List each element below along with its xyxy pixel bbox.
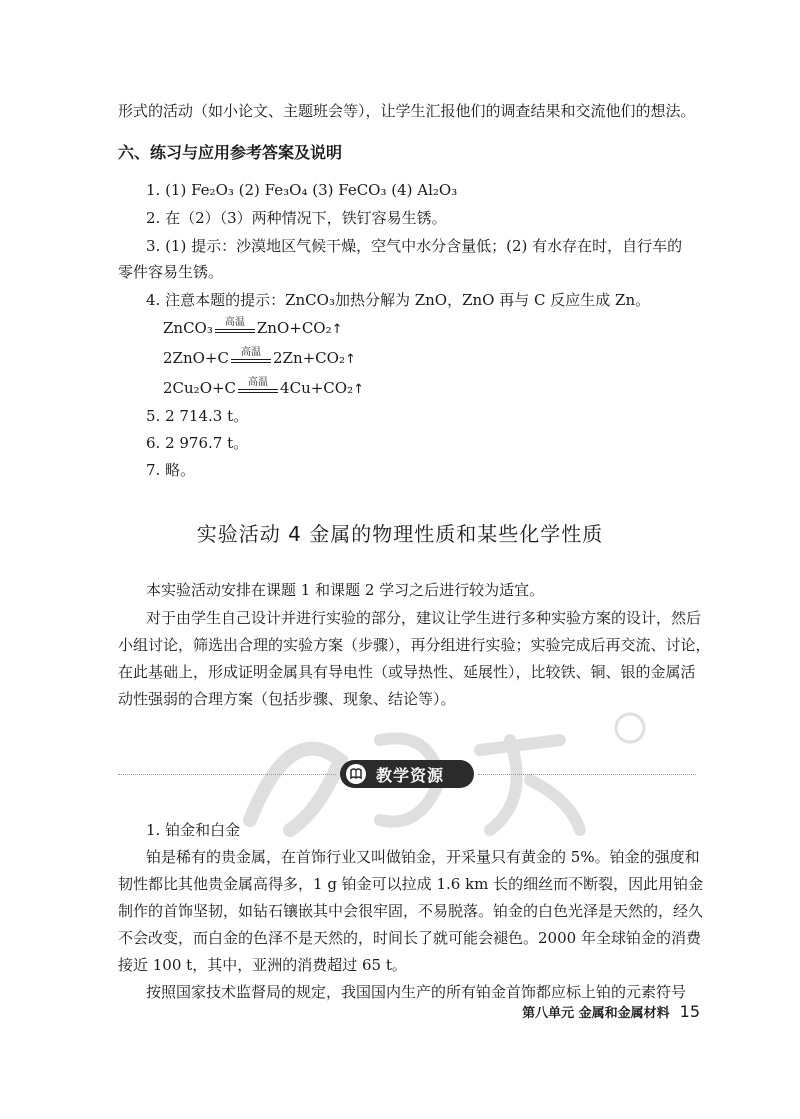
- unit-title: 第八单元 金属和金属材料: [522, 1006, 670, 1021]
- answer-1: 1. (1) Fe₂O₃ (2) Fe₃O₄ (3) FeCO₃ (4) Al₂O₃: [146, 181, 458, 199]
- divider-left: [118, 774, 336, 775]
- answer-4: 4. 注意本题的提示：ZnCO₃加热分解为 ZnO，ZnO 再与 C 反应生成 Zn。: [146, 291, 651, 309]
- book-icon: [346, 764, 366, 784]
- gas-arrow-icon: ↑: [331, 322, 343, 337]
- activity-title: 实验活动 4 金属的物理性质和某些化学性质: [196, 522, 604, 546]
- answer-2: 2. 在（2）（3）两种情况下，铁钉容易生锈。: [146, 209, 447, 227]
- section6-heading: 六、练习与应用参考答案及说明: [118, 143, 343, 162]
- gas-arrow-icon: ↑: [344, 352, 356, 367]
- activity-paragraph-2-line2: 小组讨论，筛选出合理的实验方案（步骤），再分组进行实验；实验完成后再交流、讨论，: [118, 636, 711, 654]
- resource-paragraph-1-line4: 不会改变，而白金的色泽不是天然的，时间长了就可能会褪色。2000 年全球铂金的消费: [118, 929, 701, 947]
- answer-7: 7. 略。: [146, 461, 196, 479]
- activity-paragraph-2-line3: 在此基础上，形成证明金属具有导电性（或导热性、延展性），比较铁、铜、银的金属活: [118, 663, 696, 681]
- page-number: 15: [679, 1002, 700, 1021]
- resource-paragraph-2-line1: 按照国家技术监督局的规定，我国国内生产的所有铂金首饰都应标上铂的元素符号: [146, 983, 687, 1001]
- page-footer: [522, 1002, 700, 1021]
- resource-paragraph-1-line5: 接近 100 t，其中，亚洲的消费超过 65 t。: [118, 956, 407, 974]
- divider-right: [478, 774, 696, 775]
- equation-1: [163, 318, 343, 340]
- teaching-resources-badge: [340, 760, 474, 788]
- resource-paragraph-1-line2: 韧性都比其他贵金属高得多，1 g 铂金可以拉成 1.6 km 长的细丝而不断裂，因此用铂金: [118, 875, 704, 893]
- badge-label: 教学资源: [376, 765, 445, 785]
- equation-3: [163, 378, 364, 400]
- equation-2: [163, 348, 356, 370]
- continuation-line: 形式的活动（如小论文、主题班会等），让学生汇报他们的调查结果和交流他们的想法。: [118, 102, 696, 120]
- resource-item-title: 1. 铂金和白金: [146, 821, 241, 839]
- answer-6: 6. 2 976.7 t。: [146, 434, 249, 452]
- reaction-condition: 高温: [213, 319, 257, 339]
- reaction-condition: 高温: [229, 349, 273, 369]
- reaction-condition: 高温: [236, 379, 280, 399]
- equation-2-left: 2ZnO+C: [163, 349, 229, 367]
- activity-paragraph-1: 本实验活动安排在课题 1 和课题 2 学习之后进行较为适宜。: [146, 581, 545, 599]
- activity-paragraph-2-line4: 动性强弱的合理方案（包括步骤、现象、结论等）。: [118, 690, 456, 708]
- equation-1-right: ZnO+CO₂: [256, 319, 332, 337]
- equation-1-left: ZnCO₃: [163, 319, 213, 337]
- answer-5: 5. 2 714.3 t。: [146, 407, 249, 425]
- activity-paragraph-2-line1: 对于由学生自己设计并进行实验的部分，建议让学生进行多种实验方案的设计，然后: [146, 609, 702, 627]
- equation-2-right: 2Zn+CO₂: [272, 349, 345, 367]
- answer-3-line2: 零件容易生锈。: [118, 263, 224, 281]
- equation-3-left: 2Cu₂O+C: [163, 379, 237, 397]
- gas-arrow-icon: ↑: [353, 382, 364, 397]
- resource-paragraph-1-line3: 制作的首饰坚韧，如钻石镶嵌其中会很牢固，不易脱落。铂金的白色光泽是天然的，经久: [118, 902, 704, 920]
- answer-3-line1: 3. (1) 提示：沙漠地区气候干燥，空气中水分含量低；(2) 有水存在时，自行车的: [146, 237, 683, 255]
- equation-3-right: 4Cu+CO₂: [280, 379, 354, 397]
- resource-paragraph-1-line1: 铂是稀有的贵金属，在首饰行业又叫做铂金，开采量只有黄金的 5%。铂金的强度和: [146, 848, 700, 866]
